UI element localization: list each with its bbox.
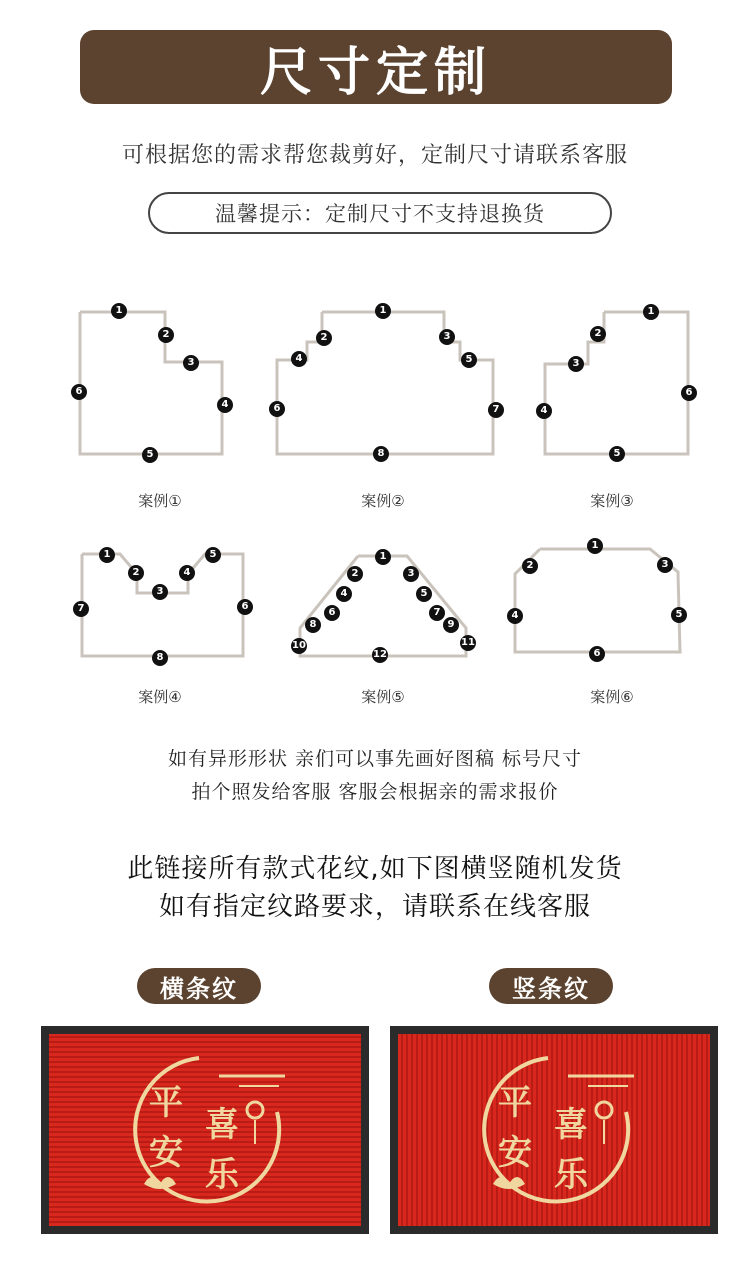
case-4-marker: 8: [152, 650, 168, 666]
vertical-stripe-mat-image: [390, 1026, 718, 1234]
logo-char-4: 乐: [554, 1155, 588, 1195]
case-1-marker: 4: [217, 397, 233, 413]
horizontal-stripe-label: [137, 968, 261, 1004]
case-label-2: 案例②: [361, 492, 405, 510]
case-3-marker: 5: [609, 446, 625, 462]
case-2-marker: 3: [439, 329, 455, 345]
vertical-stripe-label-text: 竖条纹: [512, 974, 590, 1003]
horizontal-stripe-mat-image: [41, 1026, 369, 1234]
case-3-marker: 4: [536, 403, 552, 419]
case-3-marker: 6: [681, 385, 697, 401]
logo-char-2: 安: [149, 1133, 183, 1173]
knot-icon: [247, 1102, 263, 1118]
case-1-marker: 6: [71, 384, 87, 400]
logo-char-1: 平: [498, 1083, 532, 1123]
logo-char-3: 喜: [205, 1105, 239, 1145]
page-title-banner: [80, 30, 672, 104]
case-3-marker: 3: [568, 356, 584, 372]
case-2-marker: 2: [316, 330, 332, 346]
case-6-marker: 2: [522, 558, 538, 574]
case-4-marker: 6: [237, 599, 253, 615]
case-4-marker: 1: [99, 547, 115, 563]
case-4-marker: 5: [205, 547, 221, 563]
pattern-note-line-2: 如有指定纹路要求，请联系在线客服: [158, 892, 591, 922]
subtitle: 可根据您的需求帮您裁剪好，定制尺寸请联系客服: [121, 143, 628, 168]
case-label-5: 案例⑤: [361, 688, 405, 706]
case-2-marker: 8: [373, 446, 389, 462]
case-1-marker: 3: [183, 355, 199, 371]
horizontal-stripe-label-text: 横条纹: [160, 974, 238, 1003]
case-label-4: 案例④: [138, 688, 182, 706]
case-2-marker: 5: [461, 352, 477, 368]
case-label-1: 案例①: [138, 492, 182, 510]
case-label-3: 案例③: [590, 492, 634, 510]
case-5-marker: 11: [460, 635, 476, 651]
case-5-marker: 2: [347, 566, 363, 582]
pattern-note-line-1: 此链接所有款式花纹,如下图横竖随机发货: [127, 854, 623, 884]
logo-char-2: 安: [498, 1133, 532, 1173]
case-6-marker: 6: [589, 646, 605, 662]
case-5-marker: 3: [403, 566, 419, 582]
case-3-marker: 2: [590, 326, 606, 342]
case-2-marker: 1: [375, 303, 391, 319]
logo-char-4: 乐: [205, 1155, 239, 1195]
vertical-stripe-label: [489, 968, 613, 1004]
case-5-marker: 6: [324, 605, 340, 621]
case-5-marker: 8: [305, 617, 321, 633]
case-label-6: 案例⑥: [590, 688, 634, 706]
logo-char-3: 喜: [554, 1105, 588, 1145]
case-3-outline: [545, 312, 688, 454]
case-6-outline: [515, 549, 680, 652]
case-2-marker: 7: [488, 402, 504, 418]
knot-icon: [596, 1102, 612, 1118]
case-1-marker: 2: [158, 327, 174, 343]
mat-logo-vertical: [398, 1034, 710, 1226]
case-5-marker: 5: [416, 586, 432, 602]
page-title: 尺寸定制: [259, 42, 492, 103]
case-4-marker: 3: [152, 584, 168, 600]
notice-text: 温馨提示：定制尺寸不支持退换货: [215, 202, 545, 226]
case-1-marker: 1: [111, 303, 127, 319]
info-line-2: 拍个照发给客服 客服会根据亲的需求报价: [191, 781, 559, 803]
case-5-marker: 10: [291, 638, 307, 654]
case-4-marker: 2: [128, 565, 144, 581]
case-5-marker: 4: [336, 586, 352, 602]
info-line-1: 如有异形形状 亲们可以事先画好图稿 标号尺寸: [167, 748, 583, 770]
case-4-outline: [82, 554, 243, 656]
case-2-marker: 4: [291, 351, 307, 367]
case-6-marker: 4: [507, 608, 523, 624]
logo-char-1: 平: [149, 1083, 183, 1123]
case-2-outline: [277, 312, 493, 454]
case-1-marker: 5: [142, 447, 158, 463]
case-1-outline: [80, 312, 222, 454]
case-6-marker: 3: [657, 557, 673, 573]
case-2-marker: 6: [269, 401, 285, 417]
case-3-marker: 1: [643, 304, 659, 320]
case-5-marker: 1: [375, 549, 391, 565]
case-5-marker: 9: [443, 617, 459, 633]
case-4-marker: 7: [73, 601, 89, 617]
case-6-marker: 5: [671, 607, 687, 623]
case-5-marker: 7: [429, 605, 445, 621]
notice-pill: [148, 192, 612, 234]
case-6-marker: 1: [587, 538, 603, 554]
case-5-marker: 12: [372, 647, 388, 663]
case-4-marker: 4: [179, 565, 195, 581]
mat-logo-horizontal: [49, 1034, 361, 1226]
